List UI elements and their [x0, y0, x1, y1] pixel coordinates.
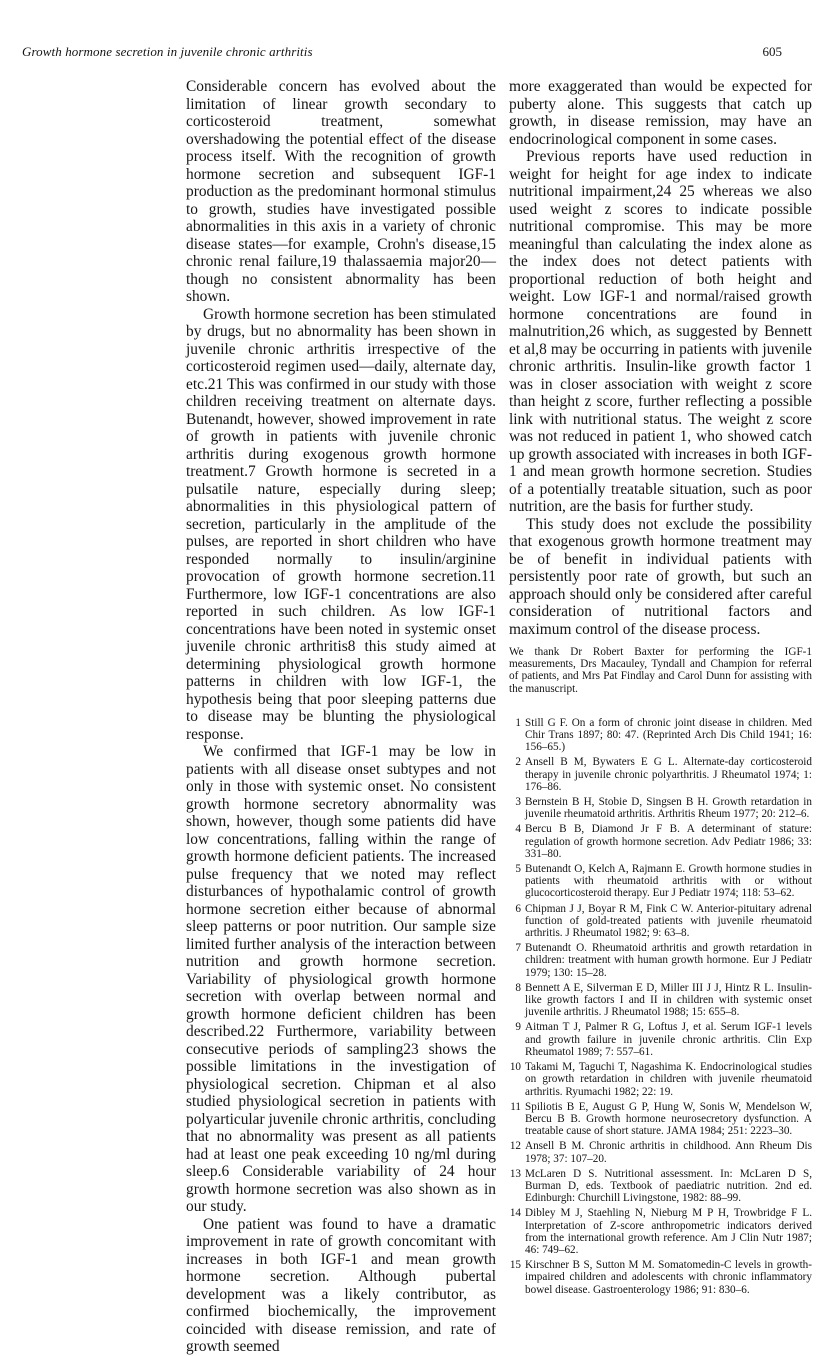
reference-item: 4 Bercu B B, Diamond Jr F B. A determinant of stature: regulation of growth hormone secretion. Adv Pediatr 1986; 33: 331–80. — [515, 823, 812, 860]
body-paragraph: One patient was found to have a dramatic improvement in rate of growth concomitant with increases in both IGF-1 and mean growth hormone secretion. Although pubertal development was a likely contributor, as confirmed biochemically, the improvement coincided with disease remission, and rate of growth seemed — [186, 1215, 496, 1355]
reference-item: 14 Dibley M J, Staehling N, Nieburg M P H, Trowbridge F L. Interpretation of Z-score anthropometric indicators derived from the international growth reference. Am J Clin Nutr 1987; 46: 749–62. — [509, 1207, 812, 1256]
reference-item: 11 Spiliotis B E, August G P, Hung W, Sonis W, Mendelson W, Bercu B B. Growth hormone neurosecretory dysfunction. A treatable cause of short stature. JAMA 1984; 251: 2223–30. — [510, 1100, 812, 1138]
reference-item: 6 Chipman J J, Boyar R M, Fink C W. Anterior-pituitary adrenal function of gold-treated patients with juvenile rheumatoid arthritis. J Rheumatol 1982; 9: 63–8. — [515, 902, 812, 940]
reference-item: 10 Takami M, Taguchi T, Nagashima K. Endocrinological studies on growth retardation in children with juvenile rheumatoid arthritis. Ryumachi 1982; 22: 19. — [509, 1061, 812, 1098]
reference-item: 3 Bernstein B H, Stobie D, Singsen B H. Growth retardation in juvenile rheumatoid arthritis. Arthritis Rheum 1977; 20: 212–6. — [515, 796, 812, 821]
body-paragraph: Considerable concern has evolved about the limitation of linear growth secondary to corticosteroid treatment, somewhat overshadowing the potential effect of the disease process itself. With the recognition of growth hormone secretion and subsequent IGF-1 production as the predominant hormonal stimulus to growth, studies have investigated possible abnormalities in this axis in a variety of chronic disease states—for example, Crohn's disease,15 chronic renal failure,19 thalassaemia major20—though no consistent abnormality has been shown. — [186, 78, 496, 305]
body-paragraph: This study does not exclude the possibility that exogenous growth hormone treatment may be of benefit in individual patients with persistently poor rate of growth, but such an approach should only be considered after careful consideration of nutritional factors and maximum control of the disease process. — [509, 515, 812, 638]
reference-item: 12 Ansell B M. Chronic arthritis in childhood. Ann Rheum Dis 1978; 37: 107–20. — [509, 1140, 812, 1165]
reference-list — [509, 717, 812, 1296]
left-column — [186, 78, 496, 1356]
body-paragraph: We confirmed that IGF-1 may be low in patients with all disease onset subtypes and not only in those with systemic onset. No consistent growth hormone secretory abnormality was shown, however, though some patients did have low concentrations, falling within the range of growth hormone deficient patients. The increased pulse frequency that we noted may reflect disturbances of hypothalamic control of growth hormone secretion either because of abnormal sleep patterns or poor nutrition. Our sample size limited further analysis of the interaction between nutrition and growth hormone secretion. Variability of physiological growth hormone secretion with overlap between normal and growth hormone deficient children has been described.22 Furthermore, variability between consecutive periods of sampling23 shows the possible limitations in the investigation of physiological secretion. Chipman et al also studied physiological secretion in patients with polyarticular juvenile chronic arthritis, concluding that no abnormality was present as all patients had at least one peak exceeding 10 ng/ml during sleep.6 Considerable variability of 24 hour growth hormone secretion was also shown as in our study. — [186, 743, 496, 1215]
reference-item: 9 Aitman T J, Palmer R G, Loftus J, et al. Serum IGF-1 levels and growth failure in juvenile chronic arthritis. Clin Exp Rheumatol 1989; 7: 557–61. — [515, 1021, 812, 1058]
page-number: 605 — [762, 44, 782, 59]
running-head — [22, 44, 782, 62]
reference-item: 13 McLaren D S. Nutritional assessment. In: McLaren D S, Burman D, eds. Textbook of paediatric nutrition. 2nd ed. Edinburgh: Churchill Livingstone, 1982: 88–99. — [509, 1167, 812, 1205]
acknowledgement: We thank Dr Robert Baxter for performing the IGF-1 measurements, Drs Macauley, Tyndall and Champion for referral of patients, and Mrs Pat Findlay and Carol Dunn for assisting with the manuscript. — [509, 646, 812, 695]
reference-item: 5 Butenandt O, Kelch A, Rajmann E. Growth hormone studies in patients with rheumatoid arthritis with or without glucocorticosteroid therapy. Eur J Pediatr 1974; 118: 53–62. — [515, 863, 812, 900]
reference-item: 15 Kirschner B S, Sutton M M. Somatomedin-C levels in growth-impaired children and adolescents with chronic inflammatory bowel disease. Gastroenterology 1986; 91: 830–6. — [509, 1259, 812, 1296]
right-column — [509, 78, 812, 1299]
body-paragraph: Growth hormone secretion has been stimulated by drugs, but no abnormality has been shown in juvenile chronic arthritis irrespective of the corticosteroid regimen used—daily, alternate day, etc.21 This was confirmed in our study with those children receiving treatment on alternate days. Butenandt, however, showed improvement in rate of growth in patients with juvenile chronic arthritis during exogenous growth hormone treatment.7 Growth hormone is secreted in a pulsatile nature, especially during sleep; abnormalities in this physiological pattern of secretion, particularly in the amplitude of the pulses, are reported in short children who have responded normally to insulin/arginine provocation of growth hormone secretion.11 Furthermore, low IGF-1 concentrations are also reported in such children. As low IGF-1 concentrations have been noted in systemic onset juvenile chronic arthritis8 this study aimed at determining physiological growth hormone patterns in children with low IGF-1, the hypothesis being that poor sleeping patterns due to disease may be blunting the physiological response. — [186, 305, 496, 743]
reference-item: 1 Still G F. On a form of chronic joint disease in children. Med Chir Trans 1897; 80: 47. (Reprinted Arch Dis Child 1941; 16: 156–65.) — [515, 716, 812, 754]
running-title: Growth hormone secretion in juvenile chronic arthritis — [22, 44, 313, 59]
reference-item: 2 Ansell B M, Bywaters E G L. Alternate-day corticosteroid therapy in juvenile chronic polyarthritis. J Rheumatol 1974; 1: 176–86. — [515, 756, 812, 793]
reference-item: 7 Butenandt O. Rheumatoid arthritis and growth retardation in children: treatment with human growth hormone. Eur J Pediatr 1979; 130: 15–28. — [515, 942, 812, 979]
body-paragraph: Previous reports have used reduction in weight for height for age index to indicate nutritional impairment,24 25 whereas we also used weight z scores to indicate possible nutritional compromise. This may be more meaningful than calculating the index alone as the index does not detect patients with proportional reduction of both height and weight. Low IGF-1 and normal/raised growth hormone concentrations are found in malnutrition,26 which, as suggested by Bennett et al,8 may be occurring in patients with juvenile chronic arthritis. Insulin-like growth factor 1 was in closer association with weight z score than height z score, further reflecting a possible link with nutritional status. The weight z score was not reduced in patient 1, who showed catch up growth associated with increases in both IGF-1 and mean growth hormone secretion. Studies of a potentially treatable situation, such as poor nutrition, are the basis for further study. — [509, 148, 812, 515]
body-paragraph: more exaggerated than would be expected for puberty alone. This suggests that catch up growth, in disease remission, may have an endocrinological component in some cases. — [509, 78, 812, 148]
reference-item: 8 Bennett A E, Silverman E D, Miller III J J, Hintz R L. Insulin-like growth factors I and II in children with systemic onset juvenile arthritis. J Rheumatol 1988; 15: 655–8. — [515, 981, 812, 1019]
